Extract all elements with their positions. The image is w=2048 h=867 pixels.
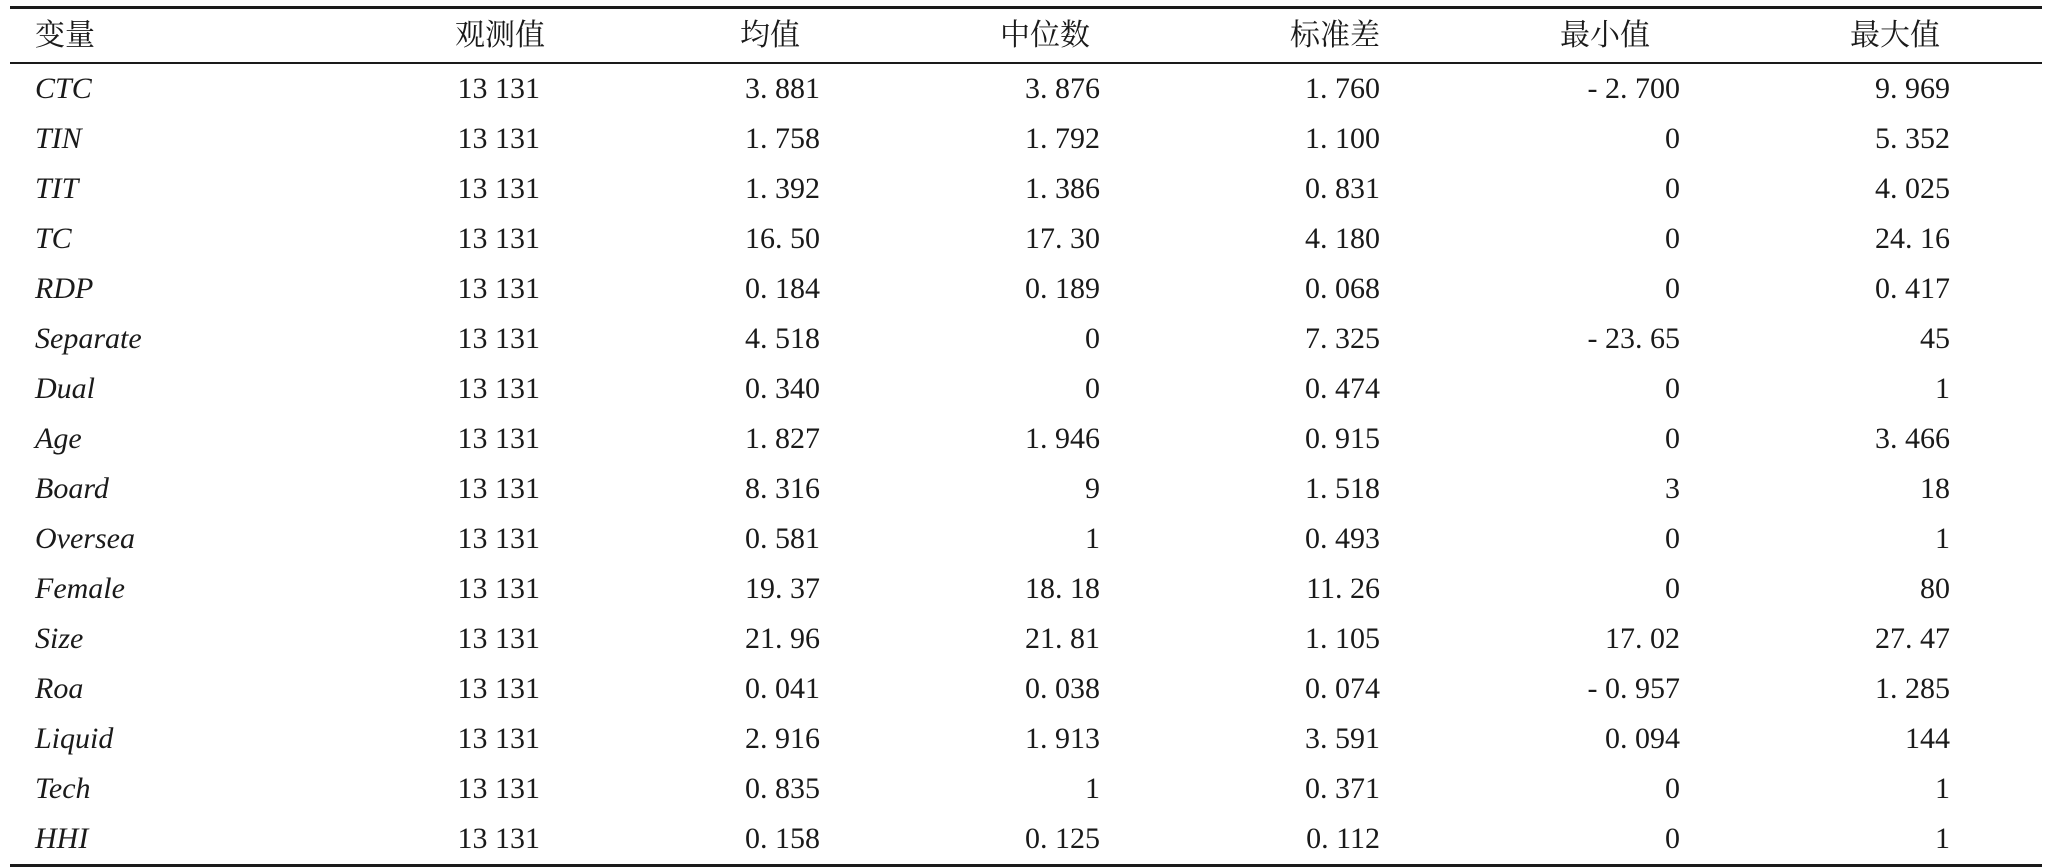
header-observations: 观测值 bbox=[455, 19, 545, 52]
cell-variable: Tech bbox=[35, 772, 91, 805]
header-std-dev: 标准差 bbox=[1290, 19, 1380, 52]
table-row bbox=[10, 164, 2042, 214]
cell-variable: Size bbox=[35, 622, 84, 655]
cell-min: 0 bbox=[1665, 772, 1680, 805]
cell-max: 5. 352 bbox=[1875, 122, 1950, 155]
cell-min: 0. 094 bbox=[1605, 722, 1680, 755]
table-row bbox=[10, 614, 2042, 664]
cell-mean: 16. 50 bbox=[745, 222, 820, 255]
cell-max: 1 bbox=[1935, 522, 1950, 555]
cell-median: 1 bbox=[1085, 772, 1100, 805]
cell-median: 17. 30 bbox=[1025, 222, 1100, 255]
cell-std-dev: 0. 068 bbox=[1305, 272, 1380, 305]
table-row bbox=[10, 814, 2042, 864]
cell-median: 1 bbox=[1085, 522, 1100, 555]
cell-min: 17. 02 bbox=[1605, 622, 1680, 655]
cell-max: 1. 285 bbox=[1875, 672, 1950, 705]
cell-min: 0 bbox=[1665, 372, 1680, 405]
cell-observations: 13 131 bbox=[457, 722, 540, 755]
table-row bbox=[10, 364, 2042, 414]
cell-mean: 1. 827 bbox=[745, 422, 820, 455]
cell-min: 0 bbox=[1665, 572, 1680, 605]
cell-max: 4. 025 bbox=[1875, 172, 1950, 205]
cell-observations: 13 131 bbox=[457, 322, 540, 355]
cell-std-dev: 1. 760 bbox=[1305, 72, 1380, 105]
cell-median: 1. 946 bbox=[1025, 422, 1100, 455]
cell-mean: 8. 316 bbox=[745, 472, 820, 505]
cell-min: 3 bbox=[1665, 472, 1680, 505]
cell-observations: 13 131 bbox=[457, 422, 540, 455]
cell-mean: 1. 392 bbox=[745, 172, 820, 205]
table-row bbox=[10, 414, 2042, 464]
header-median: 中位数 bbox=[1000, 19, 1090, 52]
cell-median: 0. 189 bbox=[1025, 272, 1100, 305]
cell-median: 3. 876 bbox=[1025, 72, 1100, 105]
table-row bbox=[10, 64, 2042, 114]
cell-mean: 0. 581 bbox=[745, 522, 820, 555]
cell-median: 0 bbox=[1085, 372, 1100, 405]
cell-observations: 13 131 bbox=[457, 272, 540, 305]
cell-variable: CTC bbox=[35, 72, 92, 105]
cell-variable: Female bbox=[35, 572, 125, 605]
table-row bbox=[10, 714, 2042, 764]
table-row bbox=[10, 314, 2042, 364]
cell-observations: 13 131 bbox=[457, 372, 540, 405]
cell-observations: 13 131 bbox=[457, 472, 540, 505]
table-row bbox=[10, 514, 2042, 564]
cell-observations: 13 131 bbox=[457, 772, 540, 805]
cell-std-dev: 0. 371 bbox=[1305, 772, 1380, 805]
cell-median: 0. 125 bbox=[1025, 822, 1100, 855]
cell-variable: TIN bbox=[35, 122, 82, 155]
cell-max: 1 bbox=[1935, 372, 1950, 405]
cell-mean: 0. 835 bbox=[745, 772, 820, 805]
cell-median: 0 bbox=[1085, 322, 1100, 355]
cell-mean: 0. 184 bbox=[745, 272, 820, 305]
cell-observations: 13 131 bbox=[457, 622, 540, 655]
header-min: 最小值 bbox=[1560, 19, 1650, 52]
cell-std-dev: 3. 591 bbox=[1305, 722, 1380, 755]
cell-observations: 13 131 bbox=[457, 822, 540, 855]
cell-observations: 13 131 bbox=[457, 172, 540, 205]
cell-median: 21. 81 bbox=[1025, 622, 1100, 655]
cell-observations: 13 131 bbox=[457, 522, 540, 555]
cell-variable: Roa bbox=[35, 672, 84, 705]
cell-max: 1 bbox=[1935, 772, 1950, 805]
cell-observations: 13 131 bbox=[457, 122, 540, 155]
table-header-row bbox=[10, 9, 2042, 62]
cell-variable: RDP bbox=[35, 272, 94, 305]
cell-std-dev: 0. 831 bbox=[1305, 172, 1380, 205]
cell-max: 3. 466 bbox=[1875, 422, 1950, 455]
cell-max: 80 bbox=[1920, 572, 1950, 605]
cell-mean: 4. 518 bbox=[745, 322, 820, 355]
cell-max: 27. 47 bbox=[1875, 622, 1950, 655]
cell-std-dev: 4. 180 bbox=[1305, 222, 1380, 255]
cell-mean: 1. 758 bbox=[745, 122, 820, 155]
cell-max: 144 bbox=[1905, 722, 1950, 755]
cell-std-dev: 1. 518 bbox=[1305, 472, 1380, 505]
cell-std-dev: 0. 915 bbox=[1305, 422, 1380, 455]
cell-mean: 21. 96 bbox=[745, 622, 820, 655]
cell-min: 0 bbox=[1665, 172, 1680, 205]
cell-observations: 13 131 bbox=[457, 72, 540, 105]
cell-max: 1 bbox=[1935, 822, 1950, 855]
cell-min: 0 bbox=[1665, 822, 1680, 855]
cell-min: 0 bbox=[1665, 222, 1680, 255]
cell-std-dev: 0. 074 bbox=[1305, 672, 1380, 705]
cell-mean: 0. 041 bbox=[745, 672, 820, 705]
cell-std-dev: 1. 100 bbox=[1305, 122, 1380, 155]
cell-observations: 13 131 bbox=[457, 672, 540, 705]
cell-variable: Separate bbox=[35, 322, 142, 355]
descriptive-statistics-table bbox=[10, 6, 2042, 867]
table-row bbox=[10, 464, 2042, 514]
cell-max: 0. 417 bbox=[1875, 272, 1950, 305]
table-row bbox=[10, 664, 2042, 714]
header-mean: 均值 bbox=[740, 19, 800, 52]
cell-max: 45 bbox=[1920, 322, 1950, 355]
cell-min: - 23. 65 bbox=[1587, 322, 1680, 355]
cell-std-dev: 0. 112 bbox=[1306, 822, 1380, 855]
table-body bbox=[10, 64, 2042, 864]
cell-mean: 2. 916 bbox=[745, 722, 820, 755]
cell-min: 0 bbox=[1665, 422, 1680, 455]
cell-std-dev: 7. 325 bbox=[1305, 322, 1380, 355]
cell-min: - 2. 700 bbox=[1587, 72, 1680, 105]
cell-std-dev: 0. 474 bbox=[1305, 372, 1380, 405]
cell-median: 1. 386 bbox=[1025, 172, 1100, 205]
table-row bbox=[10, 264, 2042, 314]
cell-median: 1. 792 bbox=[1025, 122, 1100, 155]
cell-variable: Age bbox=[35, 422, 82, 455]
cell-median: 0. 038 bbox=[1025, 672, 1100, 705]
table-row bbox=[10, 564, 2042, 614]
cell-std-dev: 1. 105 bbox=[1305, 622, 1380, 655]
cell-max: 24. 16 bbox=[1875, 222, 1950, 255]
cell-max: 18 bbox=[1920, 472, 1950, 505]
cell-min: 0 bbox=[1665, 522, 1680, 555]
cell-variable: HHI bbox=[35, 822, 89, 855]
cell-median: 1. 913 bbox=[1025, 722, 1100, 755]
table-row bbox=[10, 114, 2042, 164]
cell-mean: 3. 881 bbox=[745, 72, 820, 105]
cell-mean: 0. 340 bbox=[745, 372, 820, 405]
cell-min: 0 bbox=[1665, 122, 1680, 155]
header-max: 最大值 bbox=[1850, 19, 1940, 52]
cell-mean: 0. 158 bbox=[745, 822, 820, 855]
cell-std-dev: 0. 493 bbox=[1305, 522, 1380, 555]
cell-median: 18. 18 bbox=[1025, 572, 1100, 605]
cell-variable: TC bbox=[35, 222, 72, 255]
cell-max: 9. 969 bbox=[1875, 72, 1950, 105]
cell-observations: 13 131 bbox=[457, 222, 540, 255]
cell-std-dev: 11. 26 bbox=[1306, 572, 1380, 605]
cell-mean: 19. 37 bbox=[745, 572, 820, 605]
cell-median: 9 bbox=[1085, 472, 1100, 505]
cell-variable: Liquid bbox=[35, 722, 114, 755]
table-row bbox=[10, 764, 2042, 814]
cell-variable: Board bbox=[35, 472, 109, 505]
header-variable: 变量 bbox=[35, 19, 95, 52]
cell-min: 0 bbox=[1665, 272, 1680, 305]
cell-variable: TIT bbox=[35, 172, 79, 205]
cell-variable: Dual bbox=[35, 372, 95, 405]
cell-observations: 13 131 bbox=[457, 572, 540, 605]
cell-min: - 0. 957 bbox=[1587, 672, 1680, 705]
table-row bbox=[10, 214, 2042, 264]
cell-variable: Oversea bbox=[35, 522, 135, 555]
